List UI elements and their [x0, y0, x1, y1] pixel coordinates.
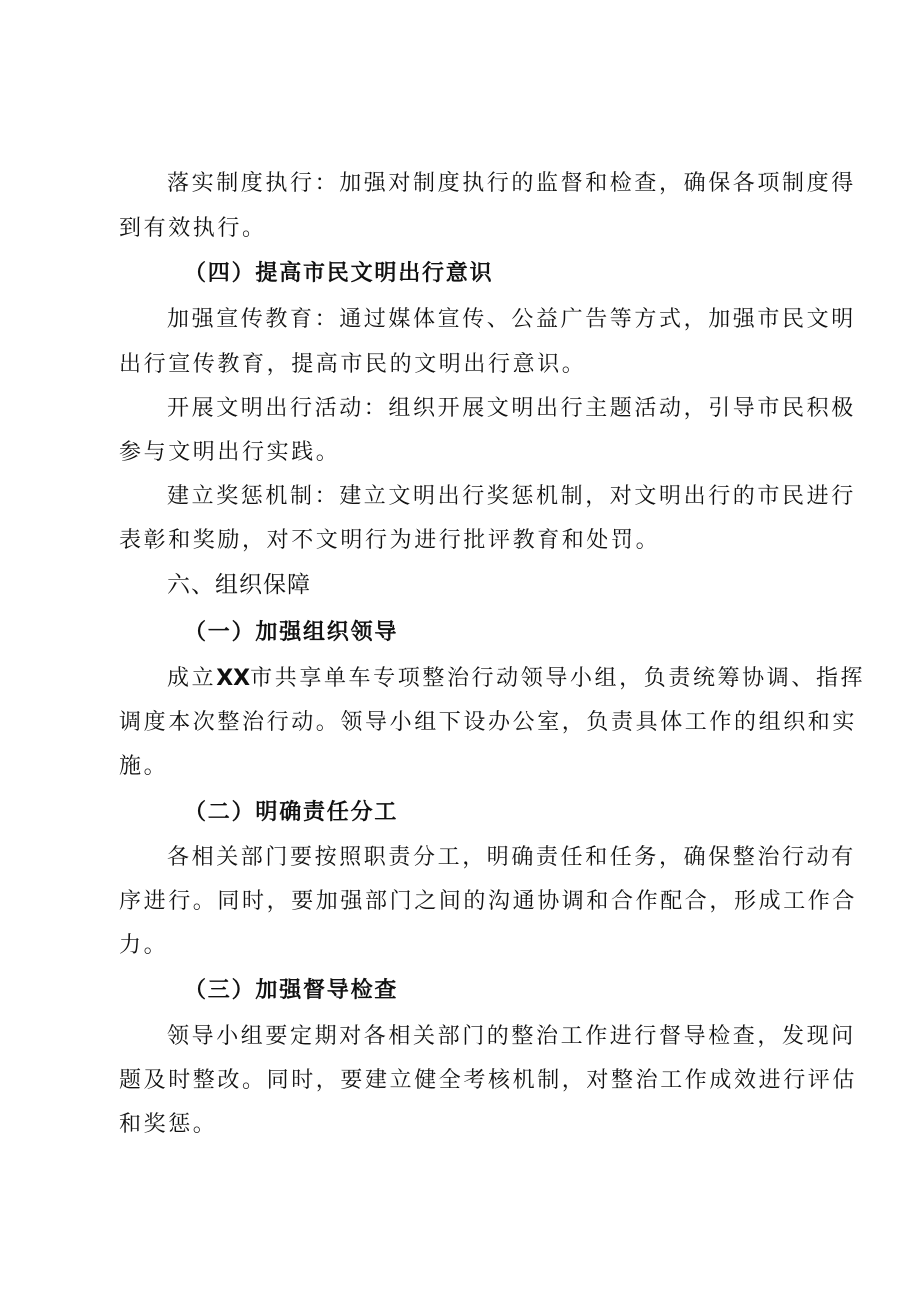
subheading-3: （三）加强督导检查 [184, 977, 399, 1003]
text-run: 市共享单车专项整治行动领导小组，负责统筹协调、指挥 [250, 666, 866, 691]
paragraph-line: 领导小组要定期对各相关部门的整治工作进行督导检查，发现问 [167, 1024, 856, 1049]
paragraph-line: 参与文明出行实践。 [119, 440, 341, 465]
paragraph-line: 建立奖惩机制：建立文明出行奖惩机制，对文明出行的市民进行 [167, 484, 856, 509]
paragraph-line: 序进行。同时，要加强部门之间的沟通协调和合作配合，形成工作合 [119, 889, 858, 914]
paragraph-line: 力。 [119, 933, 169, 958]
paragraph-line: 加强宣传教育：通过媒体宣传、公益广告等方式，加强市民文明 [167, 307, 856, 332]
paragraph-line: 各相关部门要按照职责分工，明确责任和任务，确保整治行动有 [167, 845, 856, 870]
paragraph-line [167, 664, 865, 694]
subheading-4: （四）提高市民文明出行意识 [184, 260, 494, 286]
section-heading: 六、组织保障 [167, 572, 311, 598]
paragraph-line: 调度本次整治行动。领导小组下设办公室，负责具体工作的组织和实 [119, 710, 858, 735]
placeholder-xx: XX [216, 666, 251, 691]
paragraph-line: 落实制度执行：加强对制度执行的监督和检查，确保各项制度得 [167, 171, 856, 196]
paragraph-line: 开展文明出行活动：组织开展文明出行主题活动，引导市民积极 [167, 396, 856, 421]
paragraph-line: 出行宣传教育，提高市民的文明出行意识。 [119, 352, 587, 377]
paragraph-line: 题及时整改。同时，要建立健全考核机制，对整治工作成效进行评估 [119, 1068, 858, 1093]
paragraph-line: 施。 [119, 754, 169, 779]
paragraph-line: 和奖惩。 [119, 1112, 218, 1137]
paragraph-line: 表彰和奖励，对不文明行为进行批评教育和处罚。 [119, 528, 661, 553]
paragraph-line: 到有效执行。 [119, 216, 267, 241]
subheading-1: （一）加强组织领导 [184, 619, 399, 645]
text-run: 成立 [167, 666, 217, 691]
subheading-2: （二）明确责任分工 [184, 799, 399, 825]
